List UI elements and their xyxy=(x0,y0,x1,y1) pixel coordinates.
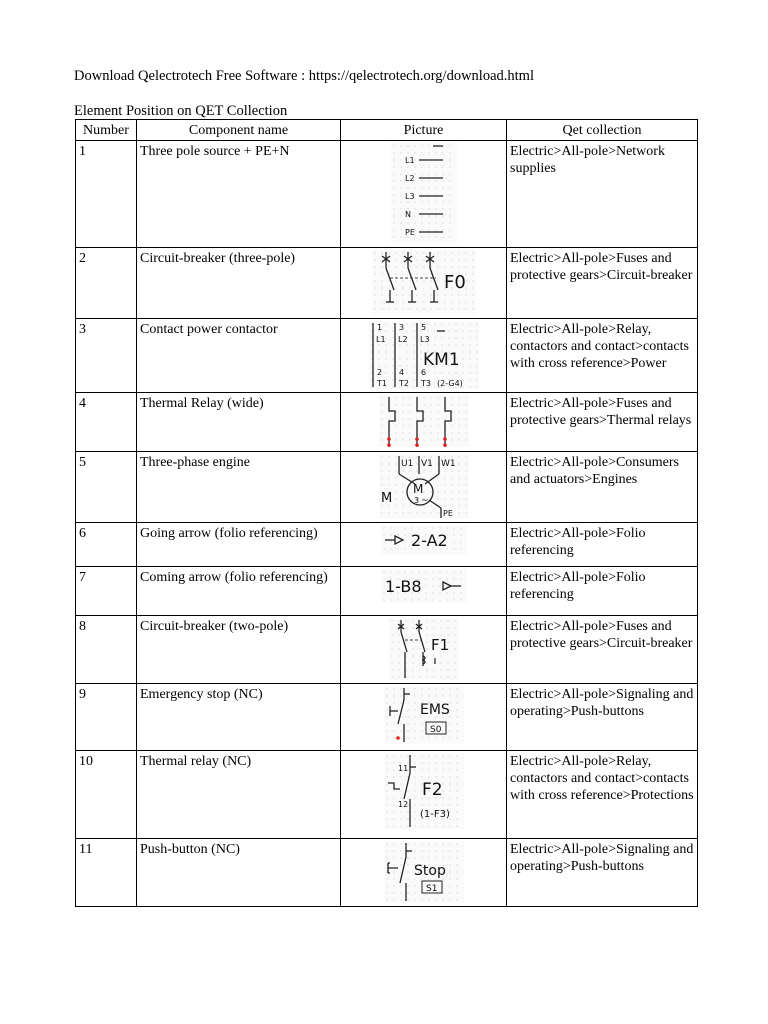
row-number: 6 xyxy=(76,523,137,567)
row-component-name: Contact power contactor xyxy=(137,319,341,393)
row-component-name: Circuit-breaker (two-pole) xyxy=(137,616,341,684)
table-row xyxy=(76,452,698,523)
table-row xyxy=(76,751,698,839)
row-qet-collection: Electric>All-pole>Fuses and protective gears>Thermal relays xyxy=(507,393,698,452)
table-row xyxy=(76,567,698,616)
header-picture: Picture xyxy=(341,120,507,141)
svg-text:11: 11 xyxy=(397,764,408,773)
three-pole-breaker-symbol xyxy=(372,250,476,314)
row-qet-collection: Electric>All-pole>Folio referencing xyxy=(507,567,698,616)
row-number: 11 xyxy=(76,839,137,907)
row-picture xyxy=(341,319,507,393)
row-component-name: Thermal relay (NC) xyxy=(137,751,341,839)
row-number: 10 xyxy=(76,751,137,839)
thermal-relay-wide-symbol xyxy=(379,395,469,447)
svg-text:T1: T1 xyxy=(376,379,387,388)
svg-text:1: 1 xyxy=(376,323,382,332)
table-row xyxy=(76,684,698,751)
row-picture xyxy=(341,567,507,616)
svg-text:5: 5 xyxy=(420,323,426,332)
row-number: 9 xyxy=(76,684,137,751)
row-picture xyxy=(341,751,507,839)
row-number: 5 xyxy=(76,452,137,523)
svg-text:6: 6 xyxy=(420,368,426,377)
row-qet-collection: Electric>All-pole>Fuses and protective gears>Circuit-breaker xyxy=(507,248,698,319)
row-qet-collection: Electric>All-pole>Network supplies xyxy=(507,141,698,248)
row-number: 1 xyxy=(76,141,137,248)
table-header-row xyxy=(76,120,698,141)
label-pe: PE xyxy=(404,228,415,237)
header-number: Number xyxy=(76,120,137,141)
svg-text:3: 3 xyxy=(398,323,404,332)
label-1-f3: (1-F3) xyxy=(419,809,450,820)
label-l3: L3 xyxy=(404,192,415,201)
header-qet-collection: Qet collection xyxy=(507,120,698,141)
row-qet-collection: Electric>All-pole>Signaling and operating>Push-buttons xyxy=(507,839,698,907)
row-component-name: Circuit-breaker (three-pole) xyxy=(137,248,341,319)
row-qet-collection: Electric>All-pole>Relay, contactors and contact>contacts with cross reference>Power xyxy=(507,319,698,393)
row-component-name: Thermal Relay (wide) xyxy=(137,393,341,452)
label-n: N xyxy=(404,210,411,219)
push-button-nc-symbol xyxy=(384,841,464,903)
label-1-b8: 1-B8 xyxy=(384,577,422,596)
row-qet-collection: Electric>All-pole>Fuses and protective gears>Circuit-breaker xyxy=(507,616,698,684)
svg-text:M: M xyxy=(380,491,392,506)
row-number: 2 xyxy=(76,248,137,319)
three-phase-motor-symbol xyxy=(379,454,469,518)
label-f1: F1 xyxy=(430,636,449,654)
row-component-name: Emergency stop (NC) xyxy=(137,684,341,751)
table-row xyxy=(76,616,698,684)
row-picture xyxy=(341,684,507,751)
svg-text:T2: T2 xyxy=(398,379,409,388)
row-component-name: Push-button (NC) xyxy=(137,839,341,907)
row-number: 7 xyxy=(76,567,137,616)
header-component-name: Component name xyxy=(137,120,341,141)
row-component-name: Three pole source + PE+N xyxy=(137,141,341,248)
table-row xyxy=(76,393,698,452)
svg-text:3: 3 xyxy=(413,496,419,505)
two-pole-breaker-symbol xyxy=(389,618,459,680)
row-qet-collection: Electric>All-pole>Consumers and actuators>Engines xyxy=(507,452,698,523)
label-2-a2: 2-A2 xyxy=(410,531,448,550)
element-table xyxy=(75,119,698,907)
label-f2: F2 xyxy=(421,780,443,800)
row-picture xyxy=(341,248,507,319)
svg-text:(2-G4): (2-G4) xyxy=(436,379,463,388)
table-row xyxy=(76,523,698,567)
row-picture xyxy=(341,141,507,248)
svg-text:V1: V1 xyxy=(420,459,433,469)
svg-text:L2: L2 xyxy=(397,335,408,344)
download-line: Download Qelectrotech Free Software : https://qelectrotech.org/download.html xyxy=(74,68,534,84)
table-caption: Element Position on QET Collection xyxy=(74,103,288,119)
row-component-name: Going arrow (folio referencing) xyxy=(137,523,341,567)
table-row xyxy=(76,141,698,248)
table-row xyxy=(76,839,698,907)
label-l1: L1 xyxy=(404,156,415,165)
row-picture xyxy=(341,616,507,684)
thermal-relay-nc-symbol xyxy=(384,753,464,829)
row-component-name: Coming arrow (folio referencing) xyxy=(137,567,341,616)
svg-text:U1: U1 xyxy=(400,459,413,469)
label-ems: EMS xyxy=(419,702,450,718)
label-l2: L2 xyxy=(404,174,415,183)
svg-text:W1: W1 xyxy=(440,459,456,469)
row-number: 8 xyxy=(76,616,137,684)
row-component-name: Three-phase engine xyxy=(137,452,341,523)
row-picture xyxy=(341,452,507,523)
row-picture xyxy=(341,393,507,452)
power-contactor-symbol xyxy=(369,321,479,389)
row-number: 3 xyxy=(76,319,137,393)
row-picture xyxy=(341,523,507,567)
svg-text:~: ~ xyxy=(420,496,429,506)
row-number: 4 xyxy=(76,393,137,452)
svg-text:PE: PE xyxy=(442,509,453,518)
row-qet-collection: Electric>All-pole>Signaling and operating>Push-buttons xyxy=(507,684,698,751)
svg-text:12: 12 xyxy=(397,800,408,809)
table-row xyxy=(76,248,698,319)
row-qet-collection: Electric>All-pole>Relay, contactors and contact>contacts with cross reference>Protections xyxy=(507,751,698,839)
coming-arrow-symbol xyxy=(381,569,467,603)
svg-text:2: 2 xyxy=(376,368,382,377)
svg-text:L3: L3 xyxy=(419,335,430,344)
three-pole-source-symbol xyxy=(391,143,457,243)
label-km1: KM1 xyxy=(422,350,460,370)
svg-text:4: 4 xyxy=(398,368,404,377)
label-s0: S0 xyxy=(429,725,441,735)
table-row xyxy=(76,319,698,393)
label-s1: S1 xyxy=(425,884,437,894)
going-arrow-symbol xyxy=(381,525,467,555)
row-qet-collection: Electric>All-pole>Folio referencing xyxy=(507,523,698,567)
svg-text:L1: L1 xyxy=(375,335,386,344)
emergency-stop-symbol xyxy=(384,686,464,744)
label-f0: F0 xyxy=(443,272,466,293)
svg-text:T3: T3 xyxy=(420,379,431,388)
svg-text:M: M xyxy=(412,482,423,496)
row-picture xyxy=(341,839,507,907)
label-stop: Stop xyxy=(413,863,446,879)
